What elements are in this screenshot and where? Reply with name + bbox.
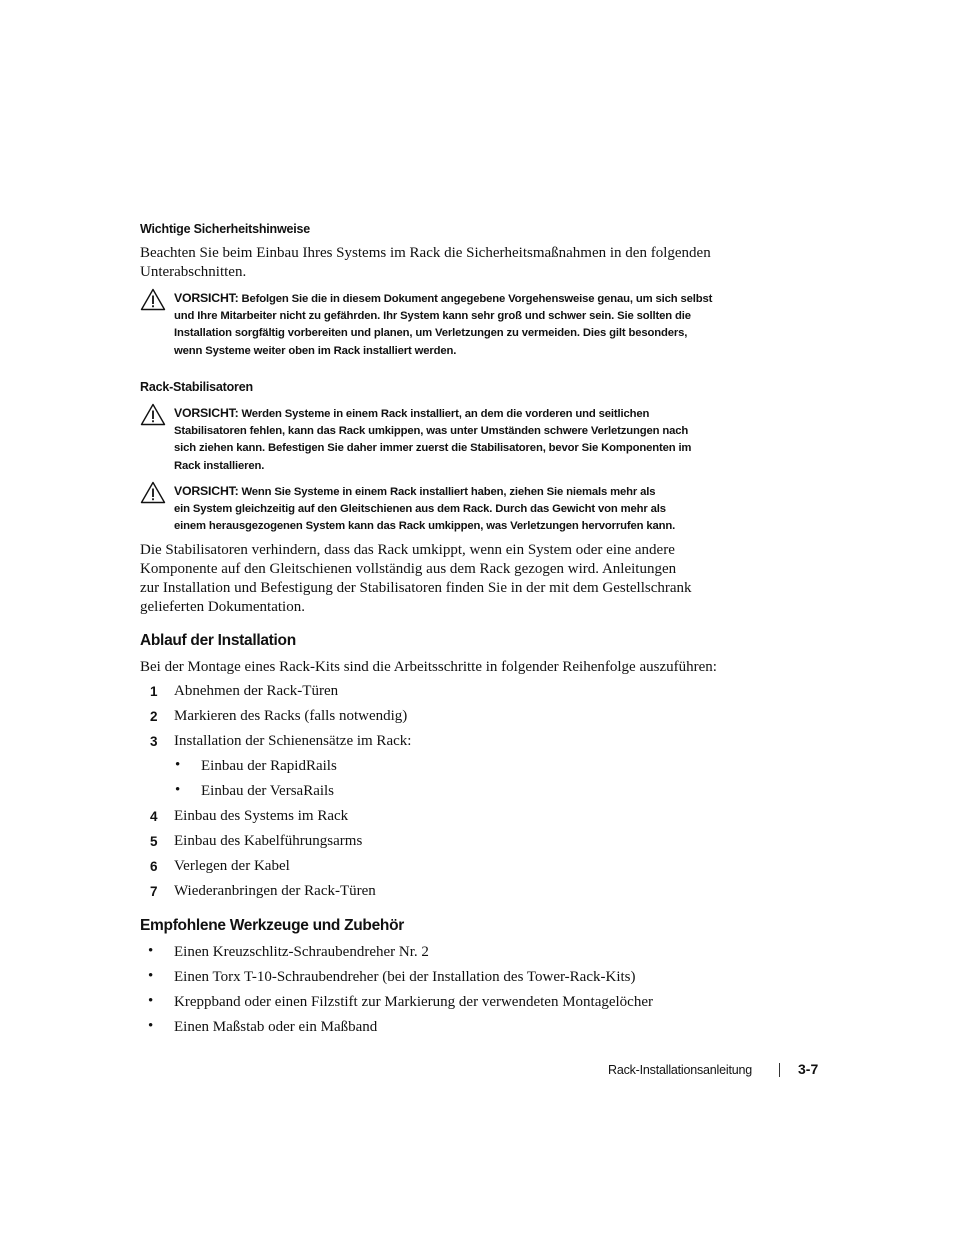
- section-heading-installation: Ablauf der Installation: [140, 632, 296, 649]
- bullet-icon: •: [148, 1018, 154, 1034]
- installation-intro: Bei der Montage eines Rack-Kits sind die Arbeitsschritte in folgender Reihenfolge auszuführen:: [140, 659, 717, 675]
- section-heading-safety: Wichtige Sicherheitshinweise: [140, 222, 311, 236]
- stabilizers-paragraph: Die Stabilisatoren verhindern, dass das Rack umkippt, wenn ein System oder eine andere Komponente auf den Gleitschienen vollständig aus dem Rack gezogen wird. Anleitungen zur Installation und Befestigung der Stabilisatoren finden Sie in der mit dem Gestellschrank gelieferten Dokumentation.: [140, 542, 692, 615]
- step-number: 1: [150, 684, 158, 699]
- step-number: 6: [150, 859, 158, 874]
- caution-label: VORSICHT:: [174, 291, 239, 305]
- bullet-icon: •: [175, 782, 181, 798]
- step-number: 4: [150, 809, 158, 824]
- page-number: 3-7: [798, 1061, 819, 1077]
- step-number: 5: [150, 834, 158, 849]
- step-number: 3: [150, 734, 158, 749]
- warning-triangle-icon: [140, 403, 166, 426]
- caution-label: VORSICHT:: [174, 406, 239, 420]
- footer-guide-title: Rack-Installationsanleitung: [608, 1063, 752, 1077]
- step-number: 2: [150, 709, 158, 724]
- bullet-icon: •: [148, 943, 154, 959]
- step-number: 7: [150, 884, 158, 899]
- warning-triangle-icon: [140, 288, 166, 311]
- section-heading-stabilizers: Rack-Stabilisatoren: [140, 380, 253, 394]
- footer-separator: [779, 1063, 780, 1077]
- bullet-icon: •: [148, 993, 154, 1009]
- warning-triangle-icon: [140, 481, 166, 504]
- bullet-icon: •: [148, 968, 154, 984]
- section-heading-tools: Empfohlene Werkzeuge und Zubehör: [140, 917, 404, 934]
- safety-intro: Beachten Sie beim Einbau Ihres Systems im Rack die Sicherheitsmaßnahmen in den folgenden Unterabschnitten.: [140, 245, 711, 280]
- caution-label: VORSICHT:: [174, 484, 239, 498]
- bullet-icon: •: [175, 757, 181, 773]
